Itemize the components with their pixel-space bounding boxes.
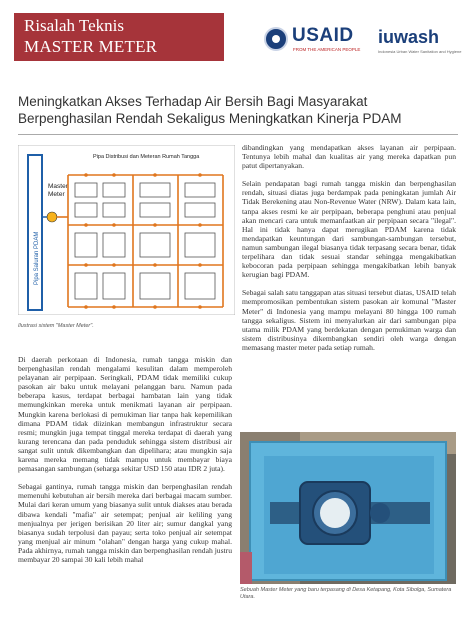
title-divider [18, 134, 458, 135]
left-paragraph-1: Di daerah perkotaan di Indonesia, rumah tangga miskin dan berpenghasilan rendah mengalami kesulitan dalam memperoleh pelayanan air perpipaan. Seringkali, PDAM tidak memiliki cukup pasokan air baku untuk melayani pelanggan baru. Namun pada beberapa kasus, terdapat berbagai hambatan lain yang tidak memungkinkan mereka untuk menikmati layanan air perpipaan. Mungkin karena berlokasi di pemukiman liar tanpa hak kepemilikan dimana PDAM tidak diizinkan membangun infrastruktur secara resmi; mungkin juga tempat tinggal mereka terdapat di daerah yang kurang terencana dan pada penduduk sehingga sistem distribusi air sangat sulit untuk dikembangkan dan dipelihara; atau mungkin saja karena mereka memang tidak mampu untuk membayar biaya pemasangan sambungan (seharga sekitar USD 150 atau IDR 2 juta). [18, 355, 232, 474]
master-meter-photo [240, 432, 456, 584]
diagram-frame [18, 145, 235, 315]
usaid-logo: USAID [292, 25, 354, 46]
page-title: Meningkatkan Akses Terhadap Air Bersih Bagi Masyarakat Berpenghasilan Rendah Sekaligus Meningkatkan Kinerja PDAM [18, 94, 402, 126]
right-paragraph-2: Selain pendapatan bagi rumah tangga miskin dan berpenghasilan rendah, situasi diatas juga berdampak pada peningkatan jumlah Air Tidak Berekening atau Non-Revenue Water (NRW). Dalam kata lain, tanpa akses resmi ke air perpipaan, beberapa penghuni atau penjual akan mencari cara untuk memanfaatkan air perpipaan secara "ilegal". Hal ini tidak hanya dapat merugikan PDAM karena tidak mendapatkan keuntungan dari sambungan-sambungan tersebut, namun sambungan ilegal biasanya tidak terpasang secara benar, tidak terpelihara dan tidak sesuai standar sehingga mengakibatkan kebocoran pada perpipaan sehingga mengakibatkan lebih banyak kerugian bagi PDAM. [242, 179, 456, 280]
right-paragraph-3: Sebagai salah satu tanggapan atas situasi tersebut diatas, USAID telah mempromosikan pembentukan sistem pasokan air komunal "Master Meter" di Indonesia yang mampu melayani 80 hingga 100 rumah tangga sekaligus. Sistem ini menyalurkan air dari sambungan pipa utama milik PDAM yang berdekatan dengan pemukiman warga dan sistem distribusinya dikembangkan sendiri oleh warga dengan memasang master meter pada setiap rumah. [242, 288, 456, 352]
meter-label-line2: Meter [48, 191, 65, 198]
left-paragraph-2: Sebagai gantinya, rumah tangga miskin dan berpenghasilan rendah memenuhi kebutuhan air bersih mereka dari berbagai macam sumber. Mulai dari keran umum yang biasanya sulit untuk diakses atau berada dibawa kendali "mafia" air setempat; penjual air keliling yang menjualnya per jerigen berisikan 20 liter air; sumur dangkal yang biasanya sudah terpolusi dan payau; serta toko penjual air setempat yang menjual air minum "olahan" dengan harga yang cukup mahal. Pada akhirnya, rumah tangga miskin dan berpenghasilan rendah justru membayar 20 sampai 30 kali lebih mahal [18, 482, 232, 564]
left-column [18, 355, 232, 573]
right-paragraph-1: dibandingkan yang mendapatkan akses layanan air perpipaan. Tentunya lebih mahal dan kualitas air yang mereka dapatkan pun patut dipertanyakan. [242, 143, 456, 171]
meter-label-line1: Master [48, 183, 68, 190]
main-pipe-label: Pipa Saluran PDAM [34, 231, 40, 285]
series-subtitle: MASTER METER [24, 37, 158, 56]
diagram-caption: Ilustrasi sistem "Master Meter". [18, 323, 94, 329]
series-title: Risalah Teknis [24, 16, 125, 35]
master-meter-icon [47, 212, 57, 222]
usaid-seal-icon [264, 27, 288, 51]
iuwash-logo: iuwash [378, 27, 440, 47]
master-meter-diagram [18, 145, 235, 315]
photo-caption: Sebuah Master Meter yang baru terpasang di Desa Ketapang, Kota Sibolga, Sumatera Utara. [240, 587, 452, 600]
right-column [242, 143, 456, 361]
distribution-label: Pipa Distribusi dan Meteran Rumah Tangga [93, 154, 200, 160]
usaid-tagline: FROM THE AMERICAN PEOPLE [293, 47, 361, 52]
page-header [0, 0, 474, 68]
iuwash-tagline: Indonesia Urban Water Sanitation and Hygiene [378, 49, 462, 54]
